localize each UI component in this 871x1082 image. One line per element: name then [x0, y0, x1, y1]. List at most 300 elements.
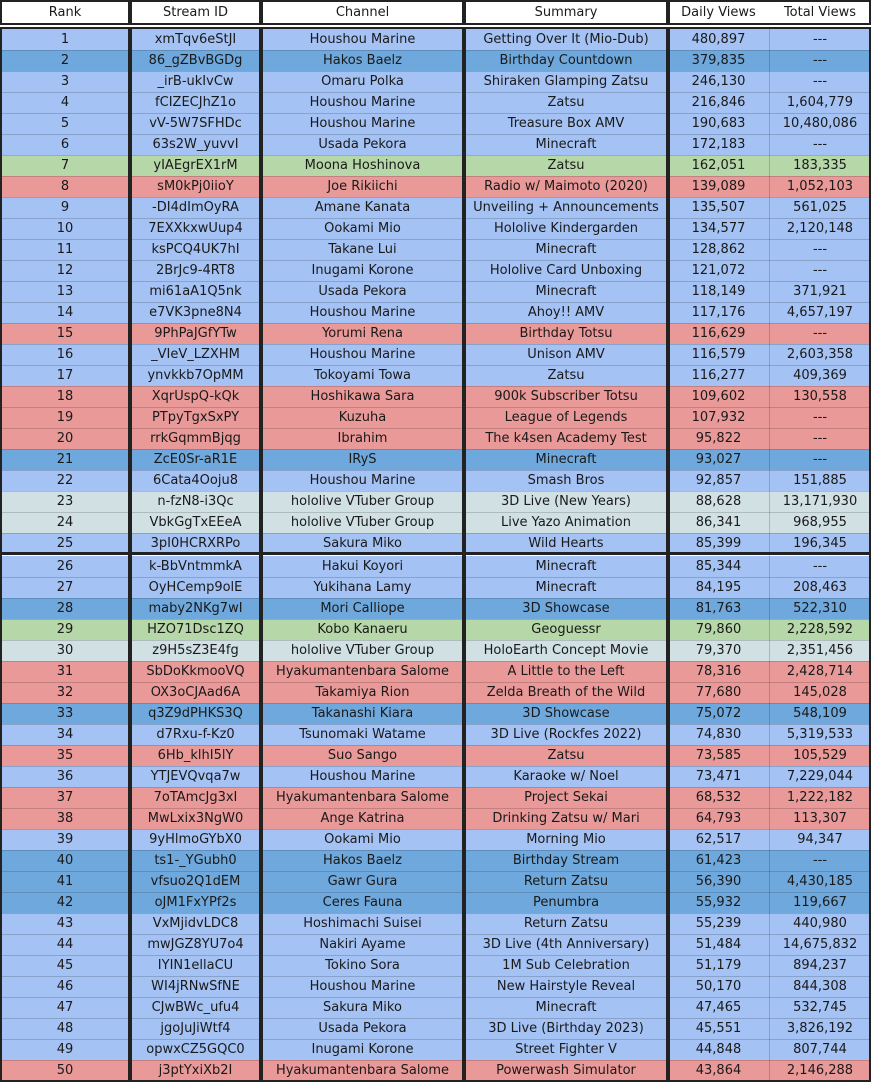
total-views-cell: 14,675,832: [769, 934, 871, 955]
rank-cell: 47: [0, 997, 130, 1018]
rank-cell: 9: [0, 197, 130, 218]
summary-cell: Zatsu: [464, 365, 668, 386]
column-divider: [130, 29, 131, 1081]
channel-cell: Suo Sango: [261, 745, 464, 766]
summary-cell: 3D Live (Birthday 2023): [464, 1018, 668, 1039]
column-divider: [261, 29, 262, 1081]
stream-id-cell: opwxCZ5GQC0: [130, 1039, 261, 1060]
stream-id-cell: _irB-ukIvCw: [130, 71, 261, 92]
summary-cell: Morning Mio: [464, 829, 668, 850]
total-views-cell: ---: [769, 556, 871, 577]
rank-cell: 15: [0, 323, 130, 344]
total-views-cell: 2,228,592: [769, 619, 871, 640]
total-views-cell: ---: [769, 50, 871, 71]
summary-cell: Penumbra: [464, 892, 668, 913]
daily-views-cell: 43,864: [668, 1060, 769, 1081]
stream-id-cell: rrkGqmmBjqg: [130, 428, 261, 449]
stream-id-cell: 6Cata4Ooju8: [130, 470, 261, 491]
summary-cell: Hololive Card Unboxing: [464, 260, 668, 281]
stream-id-cell: jgoJuJiWtf4: [130, 1018, 261, 1039]
total-views-cell: ---: [769, 71, 871, 92]
stream-id-cell: 9PhPaJGfYTw: [130, 323, 261, 344]
stream-id-cell: WI4jRNwSfNE: [130, 976, 261, 997]
daily-views-cell: 95,822: [668, 428, 769, 449]
daily-views-cell: 51,484: [668, 934, 769, 955]
rank-cell: 12: [0, 260, 130, 281]
stream-id-cell: VbkGgTxEEeA: [130, 512, 261, 533]
channel-cell: Kuzuha: [261, 407, 464, 428]
channel-cell: Gawr Gura: [261, 871, 464, 892]
daily-views-cell: 93,027: [668, 449, 769, 470]
summary-cell: The k4sen Academy Test: [464, 428, 668, 449]
summary-cell: 3D Live (4th Anniversary): [464, 934, 668, 955]
summary-cell: Zelda Breath of the Wild: [464, 682, 668, 703]
channel-cell: Usada Pekora: [261, 281, 464, 302]
stream-id-cell: CJwBWc_ufu4: [130, 997, 261, 1018]
rank-cell: 33: [0, 703, 130, 724]
total-views-cell: 1,604,779: [769, 92, 871, 113]
channel-cell: Houshou Marine: [261, 766, 464, 787]
rank-cell: 26: [0, 556, 130, 577]
total-views-cell: 371,921: [769, 281, 871, 302]
column-divider: [464, 29, 465, 1081]
channel-cell: Sakura Miko: [261, 533, 464, 554]
rank-cell: 11: [0, 239, 130, 260]
rank-cell: 6: [0, 134, 130, 155]
rank-cell: 41: [0, 871, 130, 892]
summary-cell: Treasure Box AMV: [464, 113, 668, 134]
rank-cell: 37: [0, 787, 130, 808]
total-views-cell: 522,310: [769, 598, 871, 619]
total-views-cell: ---: [769, 449, 871, 470]
daily-views-cell: 78,316: [668, 661, 769, 682]
total-views-cell: 409,369: [769, 365, 871, 386]
channel-cell: Yukihana Lamy: [261, 577, 464, 598]
rank-cell: 31: [0, 661, 130, 682]
stream-id-cell: q3Z9dPHKS3Q: [130, 703, 261, 724]
channel-cell: hololive VTuber Group: [261, 640, 464, 661]
channel-cell: Inugami Korone: [261, 1039, 464, 1060]
daily-views-cell: 61,423: [668, 850, 769, 871]
rank-cell: 22: [0, 470, 130, 491]
rank-cell: 2: [0, 50, 130, 71]
rank-cell: 48: [0, 1018, 130, 1039]
rank-cell: 17: [0, 365, 130, 386]
daily-views-cell: 50,170: [668, 976, 769, 997]
rank-cell: 30: [0, 640, 130, 661]
summary-cell: Drinking Zatsu w/ Mari: [464, 808, 668, 829]
stream-id-cell: 86_gZBvBGDg: [130, 50, 261, 71]
rank-cell: 10: [0, 218, 130, 239]
total-views-cell: 7,229,044: [769, 766, 871, 787]
channel-cell: Ceres Fauna: [261, 892, 464, 913]
total-views-cell: 2,351,456: [769, 640, 871, 661]
total-views-cell: ---: [769, 239, 871, 260]
channel-cell: Houshou Marine: [261, 113, 464, 134]
stream-id-cell: ynvkkb7OpMM: [130, 365, 261, 386]
total-views-cell: 145,028: [769, 682, 871, 703]
rank-cell: 19: [0, 407, 130, 428]
rank-cell: 5: [0, 113, 130, 134]
stream-id-cell: k-BbVntmmkA: [130, 556, 261, 577]
daily-views-cell: 116,629: [668, 323, 769, 344]
rank-cell: 4: [0, 92, 130, 113]
total-views-cell: 119,667: [769, 892, 871, 913]
daily-views-cell: 74,830: [668, 724, 769, 745]
rank-cell: 18: [0, 386, 130, 407]
summary-cell: Return Zatsu: [464, 871, 668, 892]
daily-views-cell: 134,577: [668, 218, 769, 239]
daily-views-cell: 480,897: [668, 29, 769, 50]
summary-cell: 3D Showcase: [464, 703, 668, 724]
daily-views-cell: 128,862: [668, 239, 769, 260]
total-views-cell: 13,171,930: [769, 491, 871, 512]
rank-cell: 46: [0, 976, 130, 997]
summary-cell: Zatsu: [464, 155, 668, 176]
stream-id-cell: xmTqv6eStJI: [130, 29, 261, 50]
channel-cell: Hakos Baelz: [261, 50, 464, 71]
rank-cell: 38: [0, 808, 130, 829]
summary-cell: Minecraft: [464, 556, 668, 577]
daily-views-cell: 45,551: [668, 1018, 769, 1039]
channel-cell: Amane Kanata: [261, 197, 464, 218]
stream-id-cell: n-fzN8-i3Qc: [130, 491, 261, 512]
stream-id-cell: vfsuo2Q1dEM: [130, 871, 261, 892]
channel-cell: Kobo Kanaeru: [261, 619, 464, 640]
daily-views-cell: 44,848: [668, 1039, 769, 1060]
column-divider: [769, 29, 770, 1081]
stream-id-cell: mwJGZ8YU7o4: [130, 934, 261, 955]
channel-cell: Nakiri Ayame: [261, 934, 464, 955]
rank-cell: 25: [0, 533, 130, 554]
daily-views-cell: 56,390: [668, 871, 769, 892]
rank-cell: 13: [0, 281, 130, 302]
summary-cell: League of Legends: [464, 407, 668, 428]
daily-views-cell: 51,179: [668, 955, 769, 976]
daily-views-cell: 88,628: [668, 491, 769, 512]
daily-views-cell: 75,072: [668, 703, 769, 724]
stream-id-cell: MwLxix3NgW0: [130, 808, 261, 829]
stream-id-cell: 6Hb_klhI5lY: [130, 745, 261, 766]
rank-cell: 49: [0, 1039, 130, 1060]
rank-cell: 36: [0, 766, 130, 787]
total-views-cell: ---: [769, 323, 871, 344]
summary-cell: 3D Live (Rockfes 2022): [464, 724, 668, 745]
daily-views-cell: 47,465: [668, 997, 769, 1018]
daily-views-cell: 81,763: [668, 598, 769, 619]
rank-cell: 23: [0, 491, 130, 512]
total-views-cell: 183,335: [769, 155, 871, 176]
stream-id-cell: -DI4dImOyRA: [130, 197, 261, 218]
daily-views-cell: 139,089: [668, 176, 769, 197]
rank-cell: 27: [0, 577, 130, 598]
daily-views-cell: 62,517: [668, 829, 769, 850]
rank-cell: 43: [0, 913, 130, 934]
daily-views-cell: 190,683: [668, 113, 769, 134]
summary-cell: Radio w/ Maimoto (2020): [464, 176, 668, 197]
daily-views-cell: 79,860: [668, 619, 769, 640]
total-views-cell: 5,319,533: [769, 724, 871, 745]
total-views-cell: 10,480,086: [769, 113, 871, 134]
summary-cell: Minecraft: [464, 239, 668, 260]
daily-views-cell: 55,932: [668, 892, 769, 913]
channel-cell: Houshou Marine: [261, 302, 464, 323]
summary-cell: Zatsu: [464, 92, 668, 113]
total-views-cell: ---: [769, 850, 871, 871]
summary-cell: Birthday Countdown: [464, 50, 668, 71]
stream-id-cell: 63s2W_yuvvI: [130, 134, 261, 155]
daily-views-cell: 162,051: [668, 155, 769, 176]
summary-cell: Return Zatsu: [464, 913, 668, 934]
daily-views-cell: 216,846: [668, 92, 769, 113]
summary-cell: Unison AMV: [464, 344, 668, 365]
stream-id-cell: OyHCemp9olE: [130, 577, 261, 598]
total-views-cell: 3,826,192: [769, 1018, 871, 1039]
total-views-cell: 2,603,358: [769, 344, 871, 365]
rank-cell: 24: [0, 512, 130, 533]
total-views-cell: 968,955: [769, 512, 871, 533]
rank-cell: 14: [0, 302, 130, 323]
channel-cell: Usada Pekora: [261, 1018, 464, 1039]
header-total-views: Total Views: [769, 2, 871, 23]
daily-views-cell: 86,341: [668, 512, 769, 533]
rank-cell: 34: [0, 724, 130, 745]
stream-id-cell: oJM1FxYPf2s: [130, 892, 261, 913]
daily-views-cell: 379,835: [668, 50, 769, 71]
stream-id-cell: j3ptYxiXb2I: [130, 1060, 261, 1081]
channel-cell: IRyS: [261, 449, 464, 470]
channel-cell: hololive VTuber Group: [261, 491, 464, 512]
channel-cell: Hakui Koyori: [261, 556, 464, 577]
channel-cell: Moona Hoshinova: [261, 155, 464, 176]
stream-id-cell: XqrUspQ-kQk: [130, 386, 261, 407]
total-views-cell: ---: [769, 428, 871, 449]
channel-cell: Takane Lui: [261, 239, 464, 260]
channel-cell: Yorumi Rena: [261, 323, 464, 344]
summary-cell: Minecraft: [464, 281, 668, 302]
rank-cell: 3: [0, 71, 130, 92]
stream-id-cell: mi61aA1Q5nk: [130, 281, 261, 302]
stream-id-cell: sM0kPj0iioY: [130, 176, 261, 197]
stream-id-cell: maby2NKg7wI: [130, 598, 261, 619]
rank-cell: 39: [0, 829, 130, 850]
channel-cell: Hoshikawa Sara: [261, 386, 464, 407]
stream-id-cell: 3pI0HCRXRPo: [130, 533, 261, 554]
channel-cell: Sakura Miko: [261, 997, 464, 1018]
summary-cell: Shiraken Glamping Zatsu: [464, 71, 668, 92]
summary-cell: A Little to the Left: [464, 661, 668, 682]
rank-cell: 20: [0, 428, 130, 449]
stream-id-cell: ts1-_YGubh0: [130, 850, 261, 871]
header-rank: Rank: [0, 2, 130, 23]
stream-id-cell: OX3oCJAad6A: [130, 682, 261, 703]
summary-cell: HoloEarth Concept Movie: [464, 640, 668, 661]
stream-id-cell: _VIeV_LZXHM: [130, 344, 261, 365]
total-views-cell: 807,744: [769, 1039, 871, 1060]
summary-cell: Minecraft: [464, 449, 668, 470]
rank-cell: 32: [0, 682, 130, 703]
stream-id-cell: 9yHlmoGYbX0: [130, 829, 261, 850]
channel-cell: Ibrahim: [261, 428, 464, 449]
header-daily-views: Daily Views: [668, 2, 769, 23]
stream-id-cell: HZO71Dsc1ZQ: [130, 619, 261, 640]
daily-views-cell: 246,130: [668, 71, 769, 92]
rank-cell: 21: [0, 449, 130, 470]
daily-views-cell: 121,072: [668, 260, 769, 281]
summary-cell: Smash Bros: [464, 470, 668, 491]
channel-cell: Tokino Sora: [261, 955, 464, 976]
total-views-cell: 2,146,288: [769, 1060, 871, 1081]
total-views-cell: 532,745: [769, 997, 871, 1018]
daily-views-cell: 117,176: [668, 302, 769, 323]
daily-views-cell: 116,579: [668, 344, 769, 365]
daily-views-cell: 172,183: [668, 134, 769, 155]
total-views-cell: 440,980: [769, 913, 871, 934]
summary-cell: Getting Over It (Mio-Dub): [464, 29, 668, 50]
summary-cell: Hololive Kindergarden: [464, 218, 668, 239]
summary-cell: New Hairstyle Reveal: [464, 976, 668, 997]
total-views-cell: 4,657,197: [769, 302, 871, 323]
daily-views-cell: 55,239: [668, 913, 769, 934]
channel-cell: Tokoyami Towa: [261, 365, 464, 386]
daily-views-cell: 109,602: [668, 386, 769, 407]
total-views-cell: 548,109: [769, 703, 871, 724]
summary-cell: Minecraft: [464, 577, 668, 598]
column-divider: [668, 29, 669, 1081]
summary-cell: Karaoke w/ Noel: [464, 766, 668, 787]
stream-id-cell: z9H5sZ3E4fg: [130, 640, 261, 661]
channel-cell: Hyakumantenbara Salome: [261, 661, 464, 682]
total-views-cell: 844,308: [769, 976, 871, 997]
channel-cell: Houshou Marine: [261, 976, 464, 997]
summary-cell: Birthday Stream: [464, 850, 668, 871]
stream-id-cell: IYIN1ellaCU: [130, 955, 261, 976]
total-views-cell: ---: [769, 407, 871, 428]
rank-cell: 50: [0, 1060, 130, 1081]
channel-cell: Ange Katrina: [261, 808, 464, 829]
rank-cell: 44: [0, 934, 130, 955]
stream-id-cell: ZcE0Sr-aR1E: [130, 449, 261, 470]
channel-cell: Hoshimachi Suisei: [261, 913, 464, 934]
daily-views-cell: 92,857: [668, 470, 769, 491]
stream-id-cell: SbDoKkmooVQ: [130, 661, 261, 682]
channel-cell: Usada Pekora: [261, 134, 464, 155]
summary-cell: Wild Hearts: [464, 533, 668, 554]
summary-cell: 3D Live (New Years): [464, 491, 668, 512]
daily-views-cell: 135,507: [668, 197, 769, 218]
stream-id-cell: vV-5W7SFHDc: [130, 113, 261, 134]
rank-cell: 16: [0, 344, 130, 365]
daily-views-cell: 64,793: [668, 808, 769, 829]
stream-id-cell: e7VK3pne8N4: [130, 302, 261, 323]
stream-id-cell: PTpyTgxSxPY: [130, 407, 261, 428]
summary-cell: 3D Showcase: [464, 598, 668, 619]
stream-id-cell: 7oTAmcJg3xI: [130, 787, 261, 808]
stream-id-cell: d7Rxu-f-Kz0: [130, 724, 261, 745]
channel-cell: Takamiya Rion: [261, 682, 464, 703]
daily-views-cell: 84,195: [668, 577, 769, 598]
channel-cell: Omaru Polka: [261, 71, 464, 92]
channel-cell: Houshou Marine: [261, 470, 464, 491]
rank-cell: 29: [0, 619, 130, 640]
summary-cell: Minecraft: [464, 134, 668, 155]
total-views-cell: 1,052,103: [769, 176, 871, 197]
channel-cell: Takanashi Kiara: [261, 703, 464, 724]
total-views-cell: 894,237: [769, 955, 871, 976]
total-views-cell: 2,120,148: [769, 218, 871, 239]
daily-views-cell: 107,932: [668, 407, 769, 428]
total-views-cell: 561,025: [769, 197, 871, 218]
daily-views-cell: 118,149: [668, 281, 769, 302]
total-views-cell: 94,347: [769, 829, 871, 850]
channel-cell: Ookami Mio: [261, 218, 464, 239]
channel-cell: Houshou Marine: [261, 92, 464, 113]
stream-id-cell: 7EXXkxwUup4: [130, 218, 261, 239]
channel-cell: Mori Calliope: [261, 598, 464, 619]
daily-views-cell: 85,344: [668, 556, 769, 577]
stream-id-cell: 2BrJc9-4RT8: [130, 260, 261, 281]
summary-cell: Zatsu: [464, 745, 668, 766]
header-channel: Channel: [261, 2, 464, 23]
summary-cell: Birthday Totsu: [464, 323, 668, 344]
rank-cell: 8: [0, 176, 130, 197]
summary-cell: 1M Sub Celebration: [464, 955, 668, 976]
rank-cell: 45: [0, 955, 130, 976]
stream-id-cell: ksPCQ4UK7hI: [130, 239, 261, 260]
summary-cell: Unveiling + Announcements: [464, 197, 668, 218]
daily-views-cell: 116,277: [668, 365, 769, 386]
channel-cell: Hakos Baelz: [261, 850, 464, 871]
rank-cell: 28: [0, 598, 130, 619]
daily-views-cell: 85,399: [668, 533, 769, 554]
total-views-cell: 113,307: [769, 808, 871, 829]
summary-cell: Minecraft: [464, 997, 668, 1018]
channel-cell: Hyakumantenbara Salome: [261, 787, 464, 808]
channel-cell: hololive VTuber Group: [261, 512, 464, 533]
summary-cell: Ahoy!! AMV: [464, 302, 668, 323]
channel-cell: Inugami Korone: [261, 260, 464, 281]
total-views-cell: 1,222,182: [769, 787, 871, 808]
daily-views-cell: 79,370: [668, 640, 769, 661]
summary-cell: Live Yazo Animation: [464, 512, 668, 533]
channel-cell: Tsunomaki Watame: [261, 724, 464, 745]
stream-id-cell: yIAEgrEX1rM: [130, 155, 261, 176]
channel-cell: Houshou Marine: [261, 344, 464, 365]
rank-cell: 35: [0, 745, 130, 766]
total-views-cell: ---: [769, 260, 871, 281]
stream-id-cell: VxMjidvLDC8: [130, 913, 261, 934]
summary-cell: 900k Subscriber Totsu: [464, 386, 668, 407]
total-views-cell: 208,463: [769, 577, 871, 598]
total-views-cell: 2,428,714: [769, 661, 871, 682]
summary-cell: Powerwash Simulator: [464, 1060, 668, 1081]
summary-cell: Geoguessr: [464, 619, 668, 640]
channel-cell: Houshou Marine: [261, 29, 464, 50]
stream-id-cell: fCIZECJhZ1o: [130, 92, 261, 113]
rank-cell: 1: [0, 29, 130, 50]
header-stream-id: Stream ID: [130, 2, 261, 23]
total-views-cell: 130,558: [769, 386, 871, 407]
daily-views-cell: 73,585: [668, 745, 769, 766]
total-views-cell: 105,529: [769, 745, 871, 766]
channel-cell: Hyakumantenbara Salome: [261, 1060, 464, 1081]
stream-id-cell: YTJEVQvqa7w: [130, 766, 261, 787]
total-views-cell: ---: [769, 29, 871, 50]
daily-views-cell: 68,532: [668, 787, 769, 808]
rank-cell: 40: [0, 850, 130, 871]
summary-cell: Project Sekai: [464, 787, 668, 808]
total-views-cell: 4,430,185: [769, 871, 871, 892]
